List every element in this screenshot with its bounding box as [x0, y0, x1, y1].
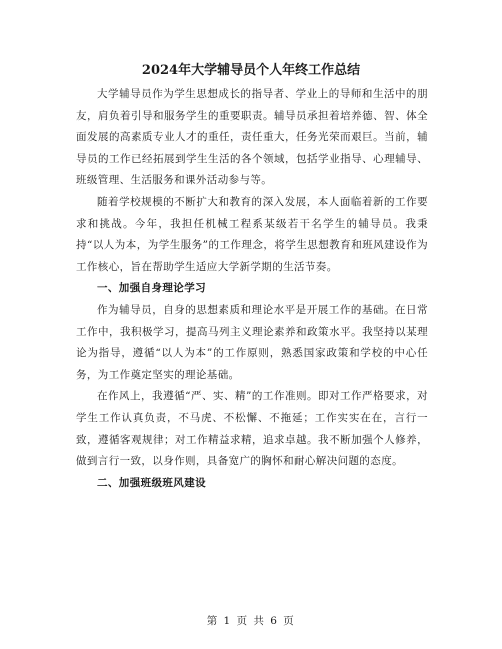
section1-paragraph: 在作风上，我遵循“严、实、精”的工作准则。即对工作严格要求，对学生工作认真负责，不马虎、不松懈、不拖延；工作实实在在，言行一致，遵循客观规律；对工作精益求精，追求卓越。我不断加强个人修养，做到言行一致，以身作则，具备宽广的胸怀和耐心解决问题的态度。 — [76, 390, 428, 468]
section1-paragraph: 作为辅导员，自身的思想素质和理论水平是开展工作的基础。在日常工作中，我积极学习，提高马列主义理论素养和政策水平。我坚持以某理论为指导，遵循“以人为本”的工作原则，熟悉国家政策和学校的中心任务，为工作奠定坚实的理论基础。 — [76, 303, 428, 381]
intro-paragraph: 大学辅导员作为学生思想成长的指导者、学业上的导师和生活中的朋友，肩负着引导和服务学生的重要职责。辅导员承担着培养德、智、体全面发展的高素质专业人才的重任，责任重大，任务光荣而艰巨。当前，辅导员的工作已经拓展到学生生活的各个领域，包括学业指导、心理辅导、班级管理、生活服务和课外活动参与等。 — [76, 88, 428, 187]
document-body — [76, 84, 428, 494]
document-title: 2024年大学辅导员个人年终工作总结 — [141, 63, 361, 78]
page-number-footer: 第 1 页 共 6 页 — [206, 615, 296, 627]
background-paragraph: 随着学校规模的不断扩大和教育的深入发展，本人面临着新的工作要求和挑战。今年，我担任机械工程系某级若干名学生的辅导员。我秉持“以人为本，为学生服务”的工作理念，将学生思想教育和班风建设作为工作核心，旨在帮助学生适应大学新学期的生活节奏。 — [76, 195, 428, 273]
section-heading-class-building: 二、加强班级班风建设 — [97, 476, 206, 489]
section-heading-theory-study: 一、加强自身理论学习 — [97, 282, 206, 295]
